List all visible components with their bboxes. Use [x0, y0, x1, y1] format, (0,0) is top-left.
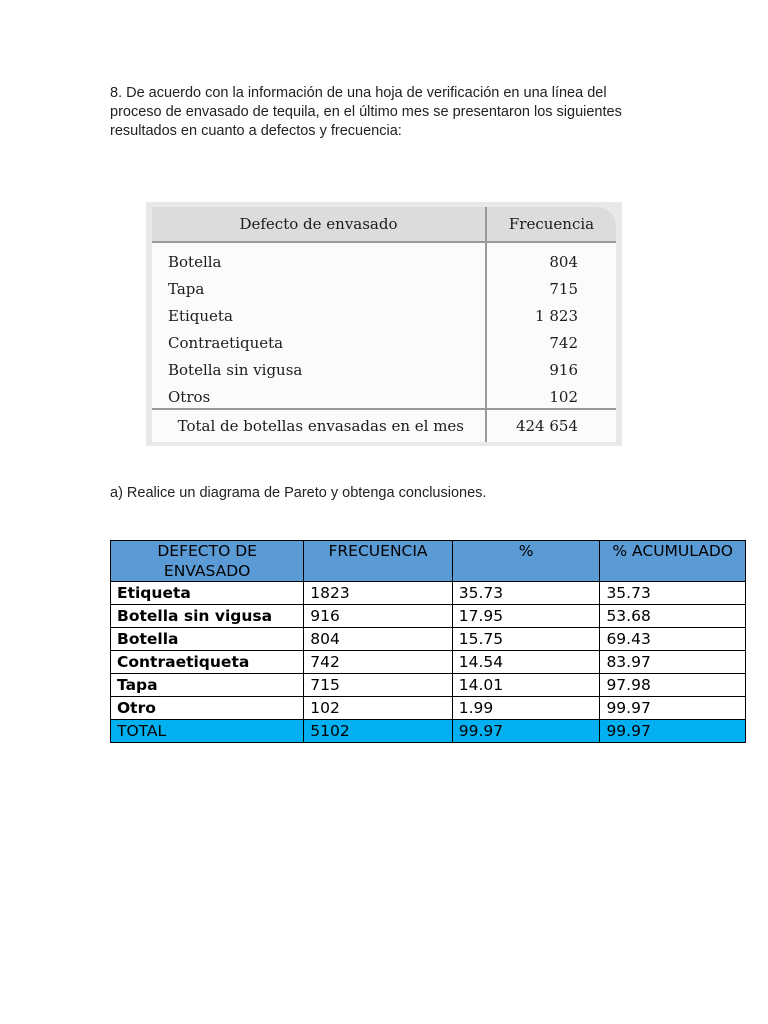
- problem-line: proceso de envasado de tequila, en el último mes se presentaron los siguientes: [110, 104, 622, 120]
- cell-percent: 1.99: [452, 697, 600, 720]
- frequency-value: 742: [549, 334, 578, 352]
- frequency-value: 1 823: [535, 307, 578, 325]
- total-value: 424 654: [515, 417, 578, 435]
- header-acumulado: % ACUMULADO: [600, 541, 746, 582]
- source-row: [152, 277, 616, 304]
- table-row: [111, 674, 746, 697]
- defect-label: Contraetiqueta: [168, 334, 284, 352]
- pareto-header-row: [111, 541, 746, 582]
- cell-defect: Tapa: [111, 674, 304, 697]
- defect-label: Otros: [168, 388, 211, 406]
- problem-statement: [110, 84, 670, 141]
- table-row: [111, 582, 746, 605]
- header-porcentaje: %: [452, 541, 600, 582]
- cell-cumulative: 35.73: [600, 582, 746, 605]
- cell-percent: 14.01: [452, 674, 600, 697]
- defect-label: Etiqueta: [168, 307, 233, 325]
- source-table-header: [152, 207, 616, 243]
- problem-line: 8. De acuerdo con la información de una hoja de verificación en una línea del: [110, 85, 607, 101]
- cell-defect: Etiqueta: [111, 582, 304, 605]
- table-row: [111, 697, 746, 720]
- header-frequency: Frecuencia: [508, 215, 595, 233]
- problem-line: resultados en cuanto a defectos y frecuencia:: [110, 123, 402, 139]
- total-frequency: 5102: [304, 720, 452, 743]
- cell-cumulative: 99.97: [600, 697, 746, 720]
- total-percent: 99.97: [452, 720, 600, 743]
- table-row: [111, 605, 746, 628]
- cell-frequency: 804: [304, 628, 452, 651]
- header-defect: Defecto de envasado: [239, 215, 398, 233]
- cell-defect: Botella sin vigusa: [111, 605, 304, 628]
- source-row: [152, 304, 616, 331]
- cell-defect: Botella: [111, 628, 304, 651]
- total-row: [111, 720, 746, 743]
- cell-cumulative: 69.43: [600, 628, 746, 651]
- total-cumulative: 99.97: [600, 720, 746, 743]
- frequency-value: 916: [549, 361, 578, 379]
- defect-label: Tapa: [168, 280, 205, 298]
- total-label: Total de botellas envasadas en el mes: [177, 417, 464, 435]
- cell-percent: 17.95: [452, 605, 600, 628]
- cell-percent: 15.75: [452, 628, 600, 651]
- cell-frequency: 102: [304, 697, 452, 720]
- cell-percent: 35.73: [452, 582, 600, 605]
- table-row: [111, 628, 746, 651]
- cell-cumulative: 53.68: [600, 605, 746, 628]
- cell-defect: Otro: [111, 697, 304, 720]
- header-defecto: DEFECTO DE ENVASADO: [111, 541, 304, 582]
- defect-label: Botella: [168, 253, 222, 271]
- defect-label: Botella sin vigusa: [168, 361, 303, 379]
- frequency-value: 715: [549, 280, 578, 298]
- source-total-row: [152, 408, 616, 443]
- cell-cumulative: 83.97: [600, 651, 746, 674]
- pareto-table: [110, 540, 746, 743]
- table-row: [111, 651, 746, 674]
- cell-frequency: 715: [304, 674, 452, 697]
- question-a: a) Realice un diagrama de Pareto y obtenga conclusiones.: [110, 485, 487, 501]
- cell-frequency: 742: [304, 651, 452, 674]
- header-frecuencia: FRECUENCIA: [304, 541, 452, 582]
- source-table-image: [146, 202, 622, 446]
- source-row: [152, 331, 616, 358]
- cell-frequency: 916: [304, 605, 452, 628]
- frequency-value: 102: [549, 388, 578, 406]
- source-row: [152, 358, 616, 385]
- cell-percent: 14.54: [452, 651, 600, 674]
- total-label: TOTAL: [111, 720, 304, 743]
- cell-cumulative: 97.98: [600, 674, 746, 697]
- frequency-value: 804: [549, 253, 578, 271]
- source-row: [152, 250, 616, 277]
- cell-defect: Contraetiqueta: [111, 651, 304, 674]
- cell-frequency: 1823: [304, 582, 452, 605]
